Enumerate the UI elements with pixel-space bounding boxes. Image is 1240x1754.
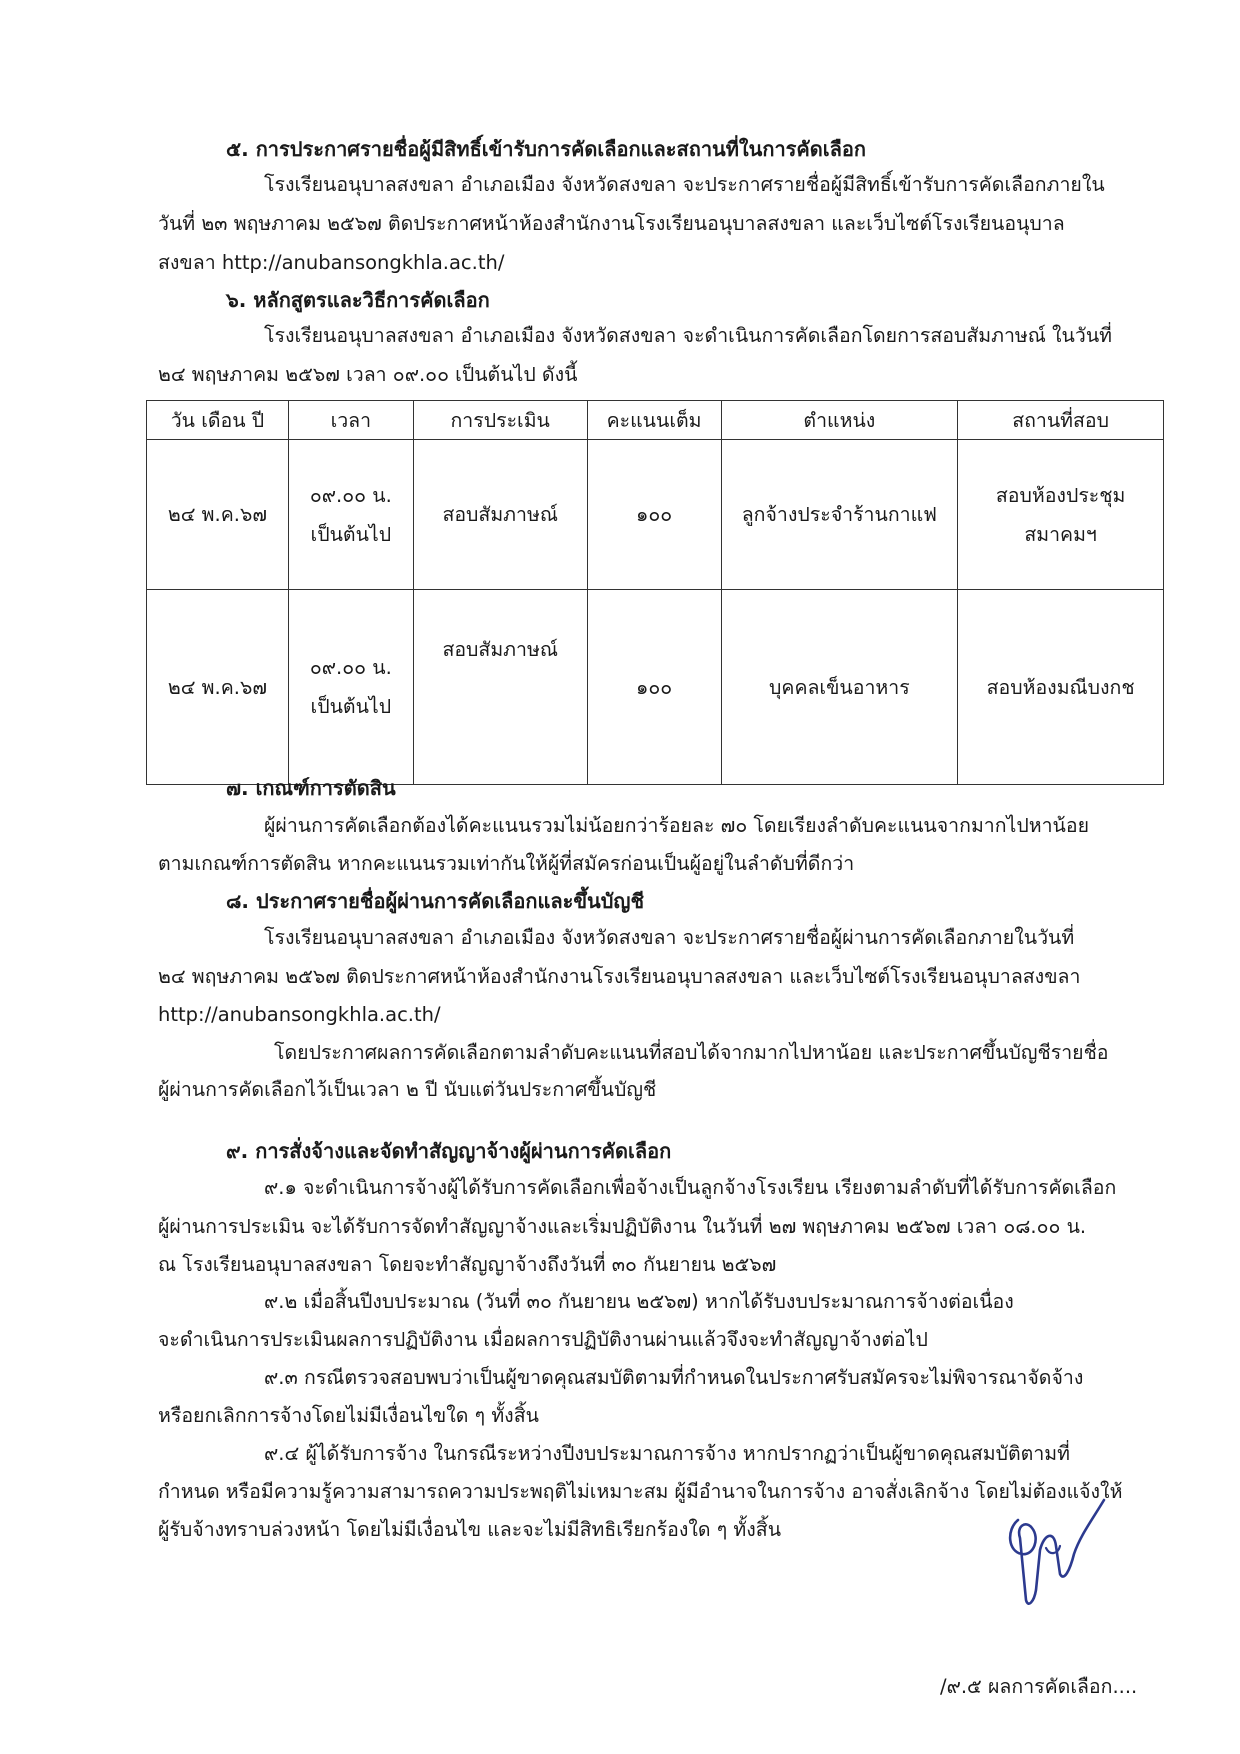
cell-score: ๑๐๐ (587, 590, 721, 785)
header-time: เวลา (288, 401, 413, 440)
cell-date: ๒๔ พ.ค.๖๗ (147, 440, 289, 590)
section-8-para-line-5: ผู้ผ่านการคัดเลือกไว้เป็นเวลา ๒ ปี นับแต่วันประกาศขึ้นบัญชี (158, 1078, 657, 1101)
section-8-heading: ๘. ประกาศรายชื่อผู้ผ่านการคัดเลือกและขึ้นบัญชี (226, 889, 645, 913)
table-header-row (147, 401, 1164, 440)
cell-time-line-2: เป็นต้นไป (310, 522, 392, 546)
cell-time (288, 590, 413, 785)
cell-place-line-2: สมาคมฯ (1024, 522, 1097, 546)
cell-position: ลูกจ้างประจำร้านกาแฟ (721, 440, 958, 590)
section-5-para-line-3: สงขลา http://anubansongkhla.ac.th/ (158, 251, 505, 274)
section-9-heading: ๙. การสั่งจ้างและจัดทำสัญญาจ้างผู้ผ่านการคัดเลือก (226, 1139, 672, 1163)
section-9-1-line-3: ณ โรงเรียนอนุบาลสงขลา โดยจะทำสัญญาจ้างถึงวันที่ ๓๐ กันยายน ๒๕๖๗ (158, 1253, 777, 1276)
header-score: คะแนนเต็ม (587, 401, 721, 440)
exam-schedule-table (146, 400, 1164, 785)
cell-date: ๒๔ พ.ค.๖๗ (147, 590, 289, 785)
section-8-para-line-3: http://anubansongkhla.ac.th/ (158, 1003, 441, 1026)
section-9-3-line-1: ๙.๓ กรณีตรวจสอบพบว่าเป็นผู้ขาดคุณสมบัติตามที่กำหนดในประกาศรับสมัครจะไม่พิจารณาจัดจ้าง (264, 1366, 1084, 1389)
section-9-4-line-1: ๙.๔ ผู้ได้รับการจ้าง ในกรณีระหว่างปีงบประมาณการจ้าง หากปรากฏว่าเป็นผู้ขาดคุณสมบัติตามที่ (264, 1442, 1070, 1465)
continuation-note: /๙.๕ ผลการคัดเลือก.... (940, 1675, 1138, 1698)
section-9-2-line-2: จะดำเนินการประเมินผลการปฏิบัติงาน เมื่อผลการปฏิบัติงานผ่านแล้วจึงจะทำสัญญาจ้างต่อไป (158, 1328, 928, 1351)
cell-time-line-1: ๐๙.๐๐ น. (309, 483, 392, 507)
section-9-4-line-2: กำหนด หรือมีความรู้ความสามารถความประพฤติไม่เหมาะสม ผู้มีอำนาจในการจ้าง อาจสั่งเลิกจ้าง โดยไม่ต้องแจ้งให้ (158, 1480, 1123, 1503)
cell-place-line-1: สอบห้องประชุม (995, 483, 1126, 507)
section-6-heading: ๖. หลักสูตรและวิธีการคัดเลือก (226, 288, 490, 312)
section-5-heading: ๕. การประกาศรายชื่อผู้มีสิทธิ์เข้ารับการคัดเลือกและสถานที่ในการคัดเลือก (226, 137, 866, 161)
table-row (147, 590, 1164, 785)
section-8-para-line-2: ๒๔ พฤษภาคม ๒๕๖๗ ติดประกาศหน้าห้องสำนักงานโรงเรียนอนุบาลสงขลา และเว็บไซต์โรงเรียนอนุบาลสงขลา (158, 965, 1081, 988)
section-9-1-line-1: ๙.๑ จะดำเนินการจ้างผู้ได้รับการคัดเลือกเพื่อจ้างเป็นลูกจ้างโรงเรียน เรียงตามลำดับที่ได้รับการคัดเลือก (264, 1176, 1117, 1199)
section-9-2-line-1: ๙.๒ เมื่อสิ้นปีงบประมาณ (วันที่ ๓๐ กันยายน ๒๕๖๗) หากได้รับงบประมาณการจ้างต่อเนื่อง (264, 1290, 1014, 1313)
table-row (147, 440, 1164, 590)
cell-position: บุคคลเข็นอาหาร (721, 590, 958, 785)
section-6-para-line-2: ๒๔ พฤษภาคม ๒๕๖๗ เวลา ๐๙.๐๐ เป็นต้นไป ดังนี้ (158, 363, 578, 386)
section-5-para-line-1: โรงเรียนอนุบาลสงขลา อำเภอเมือง จังหวัดสงขลา จะประกาศรายชื่อผู้มีสิทธิ์เข้ารับการคัดเลือกภายใน (264, 173, 1105, 196)
section-7-para-line-2: ตามเกณฑ์การตัดสิน หากคะแนนรวมเท่ากันให้ผู้ที่สมัครก่อนเป็นผู้อยู่ในลำดับที่ดีกว่า (158, 852, 855, 875)
header-position: ตำแหน่ง (721, 401, 958, 440)
section-7-heading: ๗. เกณฑ์การตัดสิน (226, 776, 396, 800)
section-7-para-line-1: ผู้ผ่านการคัดเลือกต้องได้คะแนนรวมไม่น้อยกว่าร้อยละ ๗๐ โดยเรียงลำดับคะแนนจากมากไปหาน้อย (264, 814, 1090, 837)
header-method: การประเมิน (413, 401, 587, 440)
cell-method: สอบสัมภาษณ์ (413, 590, 587, 785)
section-6-para-line-1: โรงเรียนอนุบาลสงขลา อำเภอเมือง จังหวัดสงขลา จะดำเนินการคัดเลือกโดยการสอบสัมภาษณ์ ในวันที่ (264, 324, 1113, 347)
cell-place: สอบห้องมณีบงกช (958, 590, 1164, 785)
section-9-1-line-2: ผู้ผ่านการประเมิน จะได้รับการจัดทำสัญญาจ้างและเริ่มปฏิบัติงาน ในวันที่ ๒๗ พฤษภาคม ๒๕๖๗ เวลา ๐๘.๐๐ น. (158, 1215, 1087, 1238)
cell-place (958, 440, 1164, 590)
signature-mark (1000, 1490, 1110, 1610)
cell-time-line-1: ๐๙.๐๐ น. (309, 656, 392, 679)
cell-time-line-2: เป็นต้นไป (310, 695, 392, 718)
section-9-3-line-2: หรือยกเลิกการจ้างโดยไม่มีเงื่อนไขใด ๆ ทั้งสิ้น (158, 1404, 539, 1427)
cell-time (288, 440, 413, 590)
section-9-4-line-3: ผู้รับจ้างทราบล่วงหน้า โดยไม่มีเงื่อนไข และจะไม่มีสิทธิเรียกร้องใด ๆ ทั้งสิ้น (158, 1518, 782, 1541)
cell-method: สอบสัมภาษณ์ (413, 440, 587, 590)
header-place: สถานที่สอบ (958, 401, 1164, 440)
section-5-para-line-2: วันที่ ๒๓ พฤษภาคม ๒๕๖๗ ติดประกาศหน้าห้องสำนักงานโรงเรียนอนุบาลสงขลา และเว็บไซต์โรงเรียนอนุบาล (158, 212, 1065, 235)
header-date: วัน เดือน ปี (147, 401, 289, 440)
cell-score: ๑๐๐ (587, 440, 721, 590)
section-8-para-line-1: โรงเรียนอนุบาลสงขลา อำเภอเมือง จังหวัดสงขลา จะประกาศรายชื่อผู้ผ่านการคัดเลือกภายในวันที่ (264, 926, 1075, 949)
section-8-para-line-4: โดยประกาศผลการคัดเลือกตามลำดับคะแนนที่สอบได้จากมากไปหาน้อย และประกาศขึ้นบัญชีรายชื่อ (274, 1041, 1109, 1064)
